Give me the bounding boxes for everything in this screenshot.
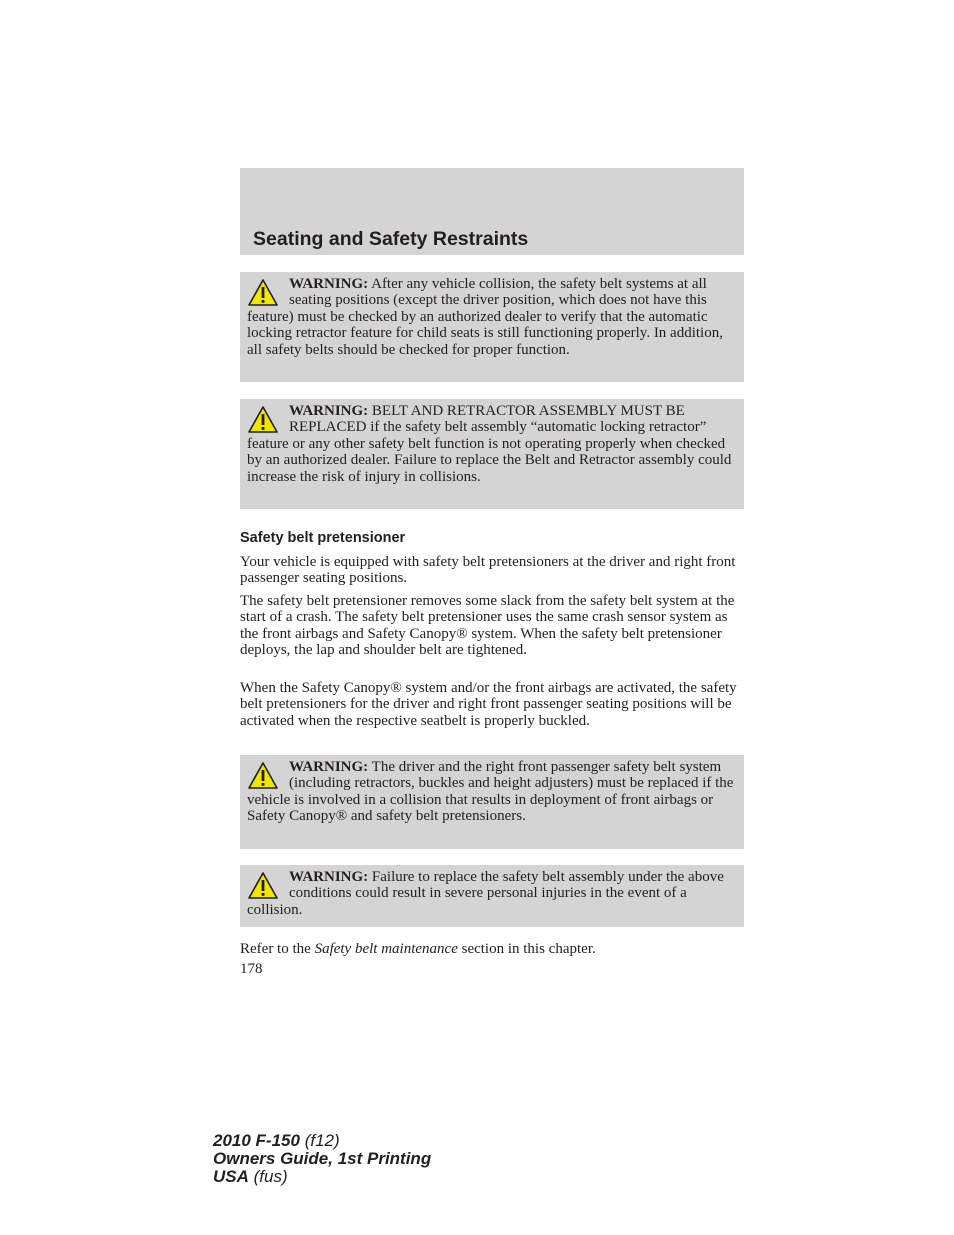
refer-suffix: section in this chapter. [457,941,596,957]
warning-text [247,276,736,358]
page-title: Seating and Safety Restraints [253,228,529,250]
warning-triangle-icon [247,871,279,901]
body-paragraph: When the Safety Canopy® system and/or the front airbags are activated, the safety belt pretensioners for the driver and right front passenger seating positions will be activated when the respective seatbelt is properly buckled. [240,680,737,729]
footer-market-line [213,1168,431,1186]
footer-market-code: (fus) [253,1167,288,1186]
section-header-bar [240,168,744,255]
warning-box [240,755,744,849]
footer-model-line [213,1132,431,1150]
footer-guide: Owners Guide, 1st Printing [213,1149,432,1168]
footer-model-code: (f12) [304,1131,340,1150]
footer-guide-line [213,1150,431,1168]
warning-box [240,272,744,382]
body-paragraph: The safety belt pretensioner removes some slack from the safety belt system at the start of a crash. The safety belt pretensioner uses the same crash sensor system as the front airbags and Safety Canopy® system. When the safety belt pretensioner deploys, the lap and shoulder belt are tightened. [240,593,735,659]
warning-text [247,403,736,485]
warning-text [247,869,736,918]
refer-paragraph [240,941,744,957]
warning-triangle-icon [247,761,279,791]
footer-market: USA [213,1167,249,1186]
warning-body: Failure to replace the safety belt assembly under the above conditions could result in severe personal injuries in the event of a collision. [247,869,724,918]
warning-label: WARNING: [289,403,369,419]
warning-body: The driver and the right front passenger safety belt system (including retractors, buckles and height adjusters) must be replaced if the vehicle is involved in a collision that results in deployment of front airbags or Safety Canopy® and safety belt pretensioners. [247,759,734,825]
warning-triangle-icon [247,278,279,308]
warning-box [240,399,744,509]
warning-body: BELT AND RETRACTOR ASSEMBLY MUST BE REPLACED if the safety belt assembly “automatic locking retractor” feature or any other safety belt function is not operating properly when checked by an authorized dealer. Failure to replace the Belt and Retractor assembly could increase the risk of injury in collisions. [247,403,732,485]
warning-label: WARNING: [289,276,369,292]
footer-model: 2010 F-150 [213,1131,300,1150]
warning-text [247,759,736,825]
section-heading: Safety belt pretensioner [240,530,406,546]
refer-prefix: Refer to the [240,941,315,957]
body-paragraph: Your vehicle is equipped with safety belt pretensioners at the driver and right front passenger seating positions. [240,554,736,587]
warning-label: WARNING: [289,759,369,775]
warning-body: After any vehicle collision, the safety belt systems at all seating positions (except the driver position, which does not have this feature) must be checked by an authorized dealer to verify that the automatic locking retractor feature for child seats is still functioning properly. In addition, all safety belts should be checked for proper function. [247,276,723,358]
warning-triangle-icon [247,405,279,435]
warning-box [240,865,744,927]
footer [213,1132,431,1186]
warning-label: WARNING: [289,869,369,885]
page-number: 178 [240,961,263,977]
refer-link-text: Safety belt maintenance [314,941,458,957]
